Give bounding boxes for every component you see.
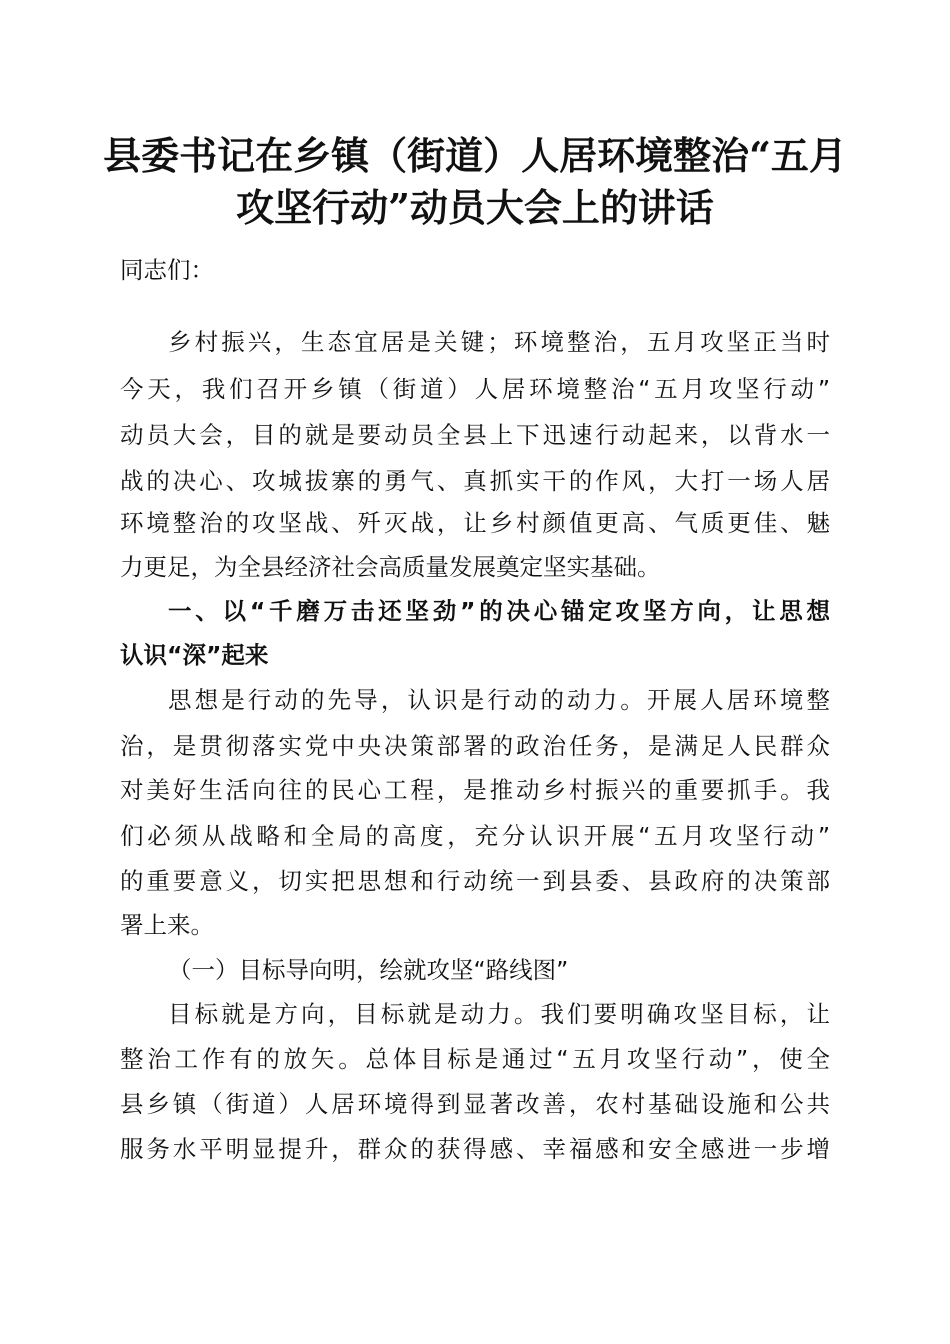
section-1-line: 署上来。: [120, 911, 214, 939]
section-1-line: 思想是行动的先导，认识是行动的动力。开展人居环境整: [168, 686, 830, 714]
intro-line: 动员大会，目的就是要动员全县上下迅速行动起来，以背水一: [120, 421, 830, 449]
intro-line: 今天，我们召开乡镇（街道）人居环境整治“五月攻坚行动”: [120, 375, 830, 403]
section-1-heading-cont: 认识“深”起来: [120, 641, 269, 669]
intro-line: 乡村振兴，生态宜居是关键；环境整治，五月攻坚正当时: [168, 328, 830, 356]
intro-line: 环境整治的攻坚战、歼灭战，让乡村颜值更高、气质更佳、魅: [120, 509, 830, 537]
title-line-1: 县委书记在乡镇（街道）人居环境整治“五月: [103, 133, 847, 178]
section-1-line: 治，是贯彻落实党中央决策部署的政治任务，是满足人民群众: [120, 732, 830, 760]
section-1-line: 的重要意义，切实把思想和行动统一到县委、县政府的决策部: [120, 867, 830, 895]
subsection-1-line: 服务水平明显提升，群众的获得感、幸福感和安全感进一步增: [120, 1135, 830, 1163]
document-title: [100, 130, 850, 234]
intro-line: 力更足，为全县经济社会高质量发展奠定坚实基础。: [120, 553, 661, 581]
intro-line: 战的决心、攻城拔寨的勇气、真抓实干的作风，大打一场人居: [120, 467, 830, 495]
subsection-1-line: 县乡镇（街道）人居环境得到显著改善，农村基础设施和公共: [120, 1090, 830, 1118]
subsection-1-heading: （一）目标导向明，绘就攻坚“路线图”: [168, 956, 569, 984]
salutation: 同志们：: [120, 256, 214, 284]
section-1-heading: 一、以“千磨万击还坚劲”的决心锚定攻坚方向，让思想: [168, 597, 830, 625]
section-1-line: 们必须从战略和全局的高度，充分认识开展“五月攻坚行动”: [120, 822, 830, 850]
subsection-1-line: 整治工作有的放矢。总体目标是通过“五月攻坚行动”，使全: [120, 1045, 830, 1073]
subsection-1-line: 目标就是方向，目标就是动力。我们要明确攻坚目标，让: [168, 1000, 830, 1028]
title-line-2: 攻坚行动”动员大会上的讲话: [236, 185, 714, 230]
section-1-line: 对美好生活向往的民心工程，是推动乡村振兴的重要抓手。我: [120, 776, 830, 804]
